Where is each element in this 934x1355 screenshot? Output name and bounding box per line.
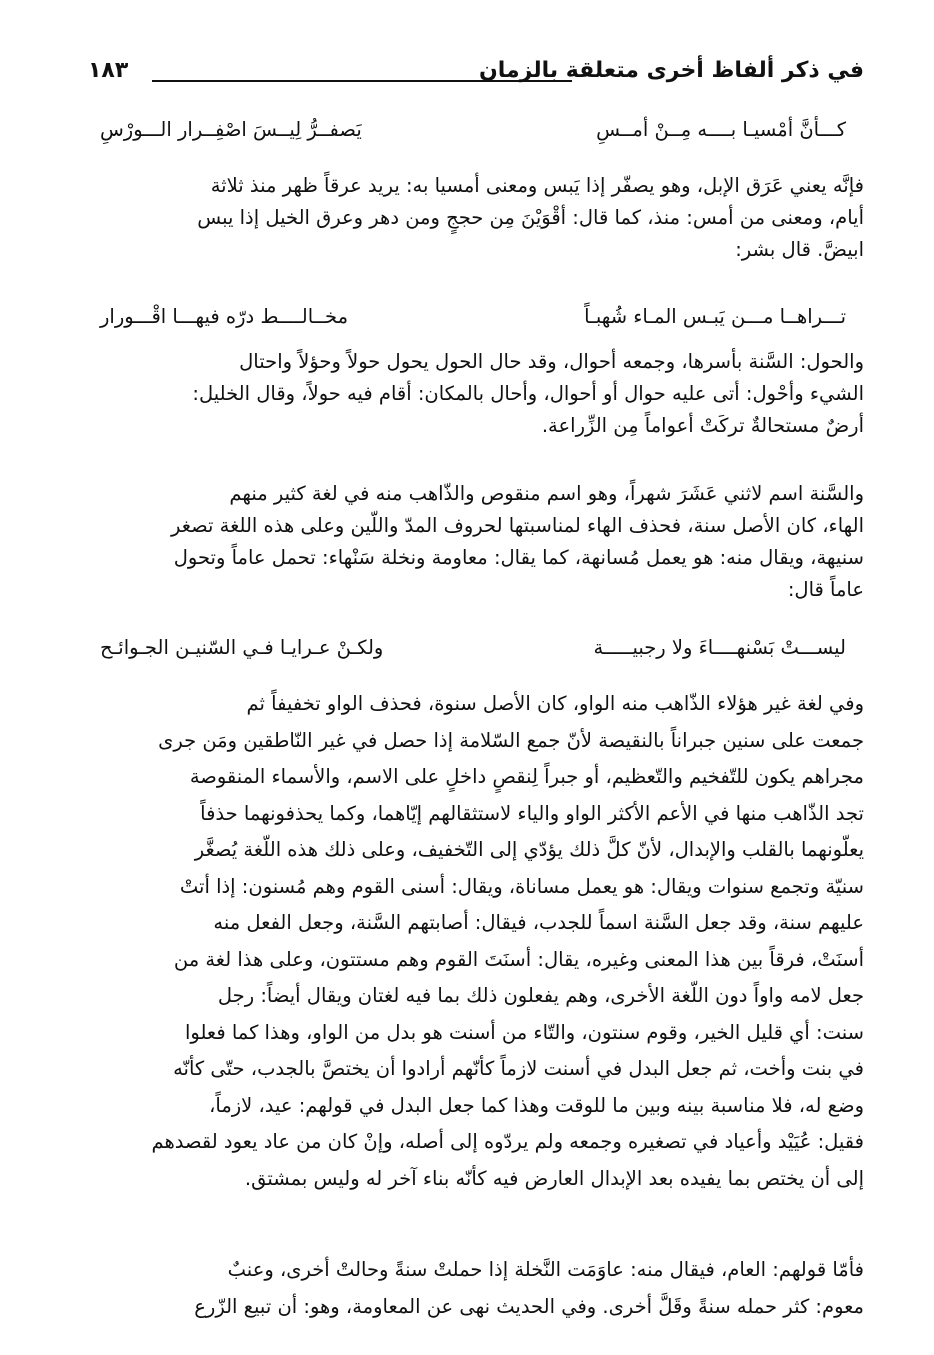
text-line: في بنت وأخت، ثم جعل البدل في أسنت لازماً كأنّهم أرادوا أن يختصَّ بالجدب، حتّى كأنّه [173, 1057, 864, 1080]
text-line: الهاء، كان الأصل سنة، فحذف الهاء لمناسبتها لحروف المدّ واللّين وعلى هذه اللغة تصغر [170, 514, 864, 537]
verse-1 [80, 118, 864, 154]
running-header [88, 58, 864, 94]
text-line: فأمّا قولهم: العام، فيقال منه: عاوَمَت النَّخلة إذا حملتْ سنةً وحالتْ أخرى، وعنبٌ [227, 1258, 864, 1281]
text-line: عليهم سنة، وقد جعل السَّنة اسماً للجدب، فيقال: أصابتهم السَّنة، وجعل الفعل منه [213, 911, 864, 934]
verse-2-first-hemistich: تـــراهــا مـــن يَبـس المـاء شُهبـاً [584, 305, 846, 328]
text-line: جمعت على سنين جبراناً بالنقيصة لأنّ جمع السّلامة إذا حصل في غير النّاطقين ومَن جرى [158, 728, 864, 752]
paragraph-5 [80, 1252, 864, 1325]
paragraph-4 [80, 686, 864, 1197]
text-line: الشيء وأحْول: أتى عليه حوال أو أحوال، وأحال بالمكان: أقام فيه حولاً، وقال الخليل: [192, 382, 864, 405]
verse-3-first-hemistich: ليســـتْ بَسْنهــــاءَ ولا رجبيـــــة [593, 636, 846, 659]
text-line: إلى أن يختص بما يفيده بعد الإبدال العارض فيه كأنّه بناء آخر له وليس بمشتق. [244, 1166, 864, 1190]
verse-3 [80, 636, 864, 672]
paragraph-2 [80, 346, 864, 442]
text-line: سنيهة، ويقال منه: هو يعمل مُسانهة، كما يقال: معاومة ونخلة سَنْهاء: تحمل عاماً وتحول [173, 546, 864, 569]
text-line: فإنَّه يعني عَرَق الإبل، وهو يصفّر إذا يَبس ومعنى أمسيا به: يريد عرقاً ظهر منذ ثلاثة [210, 174, 864, 197]
text-line: والحول: السَّنة بأسرها، وجمعه أحوال، وقد حال الحول يحول حولاً وحؤلاً واحتال [239, 350, 864, 373]
text-line: سنيّة وتجمع سنوات ويقال: هو يعمل مساناة، ويقال: أسنى القوم وهم مُسنون: إذا أتتْ [179, 874, 864, 898]
verse-3-second-hemistich: ولكـنْ عـرايـا فـي السّنيـن الجـوائـح [100, 636, 384, 659]
paragraph-1 [80, 170, 864, 266]
text-line: أرضٌ مستحالةٌ تركَتْ أعواماً مِن الزِّراعة. [541, 414, 864, 437]
text-line: ابيضَّ. قال بشر: [735, 238, 864, 261]
text-line: وفي لغة غير هؤلاء الذّاهب منه الواو، كان الأصل سنوة، فحذف الواو تخفيفاً ثم [246, 692, 864, 715]
verse-1-first-hemistich: كـــأنَّ أمْسيـا بــــه مِــنْ أمــسِ [596, 118, 846, 141]
verse-2-second-hemistich: مخــالــــط درّه فيهـــا اقْـــورار [100, 305, 349, 328]
text-line: فقيل: عُيَيْد وأعياد في تصغيره وجمعه ولم يردّوه إلى أصله، وإنْ كان من عاد يعود لقصدهم [151, 1130, 864, 1153]
text-line: أسنَتْ، فرقاً بين هذا المعنى وغيره، يقال: أسنَتَ القوم وهم مستتون، وعلى هذا لغة من [173, 947, 864, 971]
text-line: يعلّونهما بالقلب والإبدال، لأنّ كلَّ ذلك يؤدّي إلى التّخفيف، وعلى ذلك هذه اللّغة يُصغَّر [194, 838, 864, 861]
text-line: معوم: كثر حمله سنةً وقَلَّ أخرى. وفي الحديث نهى عن المعاومة، وهو: أن تبيع الزّرع [194, 1294, 864, 1318]
text-line: والسَّنة اسم لاثني عَشَرَ شهراً، وهو اسم منقوص والذّاهب منه في لغة كثير منهم [229, 482, 864, 505]
chapter-title: في ذكر ألفاظ أخرى متعلقة بالزمان [478, 58, 864, 83]
text-line: سنت: أي قليل الخير، وقوم سنتون، والتّاء من أسنت هو بدل من الواو، وهذا كما فعلوا [184, 1020, 864, 1044]
header-rule [152, 80, 572, 82]
verse-1-second-hemistich: يَصفــرُّ لِيــسَ اصْفِــرار الـــورْسِ [100, 118, 362, 141]
verse-2 [80, 305, 864, 341]
text-line: تجد الذّاهب منها في الأعم الأكثر الواو والياء لاستثقالهم إيّاهما، وكما يحذفونهما حذفاً [200, 801, 864, 825]
text-line: مجراهم يكون للتّفخيم والتّعظيم، أو جبراً لِنقصٍ داخلٍ على الاسم، والأسماء المنقوصة [189, 765, 864, 788]
text-line: عاماً قال: [787, 578, 864, 601]
paragraph-3 [80, 478, 864, 606]
text-line: أيام، ومعنى من أمس: منذ، كما قال: أقْوَيْنَ مِن حججٍ ومن دهر وعرق الخيل إذا يبس [197, 206, 864, 229]
page-number: ١٨٣ [88, 58, 129, 83]
text-line: جعل لامه واواً دون اللّغة الأخرى، وهم يفعلون ذلك بما فيه لغتان ويقال أيضاً: رجل [217, 984, 864, 1007]
text-line: وضع له، فلا مناسبة بينه وبين ما للوقت وهذا كما جعل البدل في قولهم: عيد، لازماً، [209, 1093, 864, 1117]
